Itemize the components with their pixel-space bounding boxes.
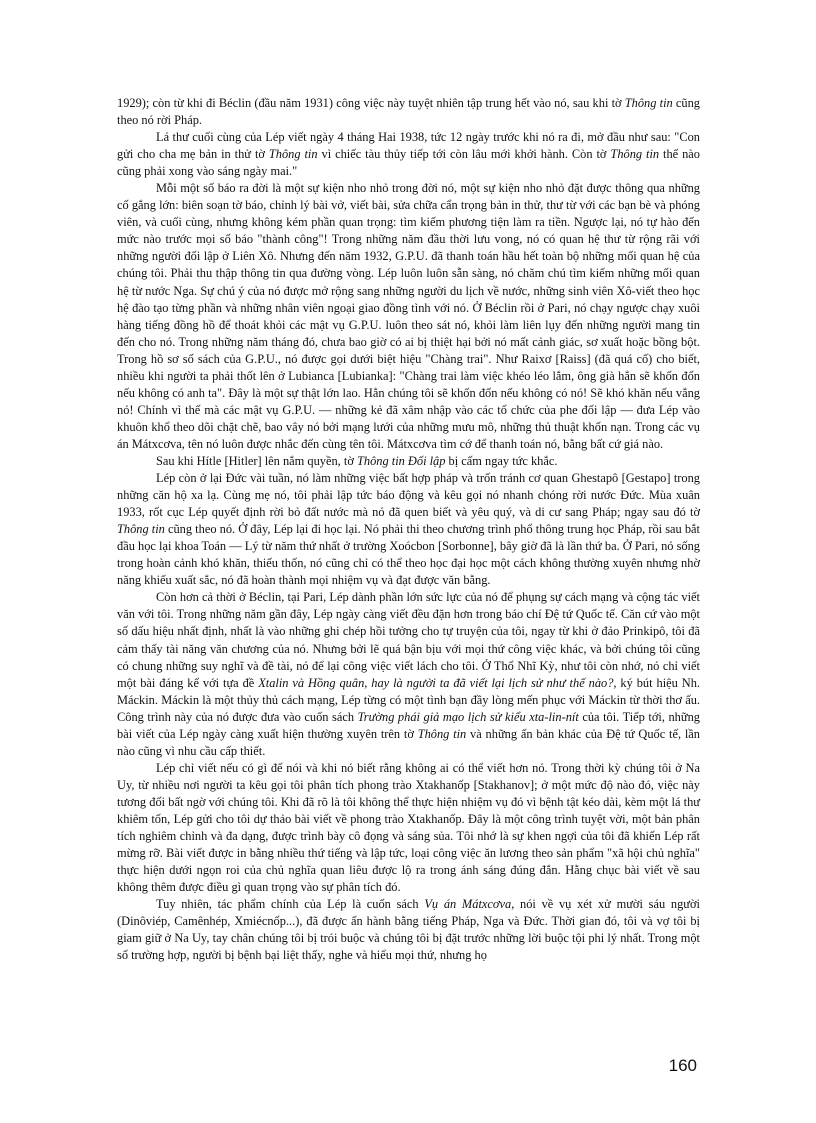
- italic-text: Trường phái giả mạo lịch sử kiểu xta-lin-nít: [357, 709, 579, 724]
- page-number: 160: [668, 1056, 697, 1075]
- paragraph: [117, 129, 700, 180]
- italic-text: Thông tin: [117, 522, 165, 537]
- text-run: Lép còn ở lại Đức vài tuần, nó làm những việc bất hợp pháp và trốn tránh cơ quan Ghestapô [Gestapo] trong những căn hộ xa lạ. Cùng mẹ nó, tôi phải lập tức báo động và kêu gọi nó nhanh chóng rời nước Đức. Mùa xuân 1933, rốt cục Lép quyết định rời bỏ đất nước mà nó đã quen biết và yêu quý, và di cư sang Pháp; ngay sau đó tờ: [117, 471, 700, 520]
- text-run: , nói về vụ xét xử mười sáu người (Dinôviép, Camênhép, Xmiécnốp...), đã được ấn hành bằng tiếng Pháp, Nga và Đức. Thời gian đó, tôi và vợ tôi bị giam giữ ở Na Uy, tay chân chúng tôi bị trói buộc và chúng tôi bị đặt trước những lời buộc tội phi lý nhất. Trong một số trường hợp, người bị bệnh bại liệt thấy, nghe và hiểu mọi thứ, nhưng họ: [117, 897, 700, 963]
- italic-text: Thông tin: [268, 147, 318, 162]
- text-run: Tuy nhiên, tác phẩm chính của Lép là cuốn sách: [156, 897, 425, 912]
- text-run: và những ấn bản khác của Đệ tứ Quốc tế, lần nào cũng vì nhu cầu cấp thiết.: [117, 726, 700, 758]
- paragraph: [117, 896, 700, 964]
- italic-text: Thông tin: [610, 147, 660, 162]
- paragraph: [117, 470, 700, 589]
- italic-text: Thông tin: [624, 96, 673, 110]
- text-run: Còn hơn cả thời ở Béclin, tại Pari, Lép dành phần lớn sức lực của nó để phụng sự cách mạng và cộng tác viết văn với tôi. Trong những năm gần đây, Lép ngày càng viết đều đặn hơn trong báo chí Đệ tứ Quốc tế. Căn cứ vào một số dấu hiệu nhất định, nhất là vào những ghi chép hồi tưởng cho tự truyện của tôi, ngay từ khi ở đảo Prinkipô, tôi đã cảm thấy tài năng văn chương của nó. Nhưng bởi lẽ quá bận bịu với mọi thứ công việc khác, và bởi chúng tôi cũng có chung những suy nghĩ và đề tài, nó để lại công việc viết lách cho tôi. Ở Thổ Nhĩ Kỳ, như tôi còn nhớ, nó chỉ viết một bài đáng kể với tựa đề: [117, 590, 700, 690]
- paragraph: [117, 453, 700, 470]
- text-run: Lá thư cuối cùng của Lép viết ngày 4 tháng Hai 1938, tức 12 ngày trước khi nó ra đi, mở đầu như sau: "Con gửi cho cha mẹ bản in thử tờ: [117, 130, 700, 162]
- text-run: vì chiếc tàu thủy tiếp tới còn lâu mới khởi hành. Còn tờ: [317, 147, 611, 162]
- text-run: Mỗi một số báo ra đời là một sự kiện nho nhỏ trong đời nó, một sự kiện nho nhỏ đặt được thông qua những cố gắng lớn: biên soạn tờ báo, chỉnh lý bài vở, viết bài, sửa chữa cẩn trọng bản in thử, thư từ với các bạn bè và phóng viên, và cuối cùng, nhưng không kém phần quan trọng: tìm kiếm phương tiện làm ra tiền. Ngược lại, nó tự hào đến mức nào trước mọi số báo "thành công"! Trong những năm đầu thời lưu vong, nó có quan hệ thư từ rộng rãi với những người đối lập ở Liên Xô. Nhưng đến năm 1932, G.P.U. đã thanh toán hầu hết toàn bộ những mối quan hệ của chúng tôi. Phải thu thập thông tin qua đường vòng. Lép luôn luôn sẵn sàng, nó chăm chú tìm kiếm những mối quan hệ từ nước Nga. Sự chú ý của nó được mở rộng sang những người du lịch về nước, những sinh viên Xô-viết theo học hệ đào tạo từng phần và những nhân viên ngoại giao đồng tình với nó. Ở Béclin rồi ở Pari, nó chạy ngược chạy xuôi hàng tiếng đồng hồ để thoát khỏi các mật vụ G.P.U. luôn theo sát nó, khỏi làm liên lụy đến những người mang tin đến cho nó. Trong những năm tháng đó, chưa bao giờ có ai bị thiệt hại bởi nó mất cảnh giác, sơ xuất hoặc bồng bột. Trong hồ sơ số sách của G.P.U., nó được gọi dưới biệt hiệu "Chàng trai". Như Raixơ [Raiss] (đã quá cố) cho biết, nhiều khi người ta phải thốt lên ở Lubianca [Lubianka]: "Chàng trai làm việc khéo léo lắm, ông già hẳn sẽ khốn đốn nếu không có anh ta". Đây là một sự thật lớn lao. Hẳn chúng tôi sẽ khốn đốn nếu không có nó! Sẽ khó khăn nếu vắng nó! Chính vì thế mà các mật vụ G.P.U. — những kẻ đã xâm nhập vào các tổ chức của phe đối lập — đưa Lép vào khuôn khổ theo dõi chặt chẽ, bao vây nó bởi mạng lưới của những mưu mô, những thủ thuật khốn nạn. Trong các vụ án Mátxcơva, tên nó luôn được nhắc đến cùng tên tôi. Mátxcơva tìm cớ để thanh toán nó, bằng bất cứ giá nào.: [117, 181, 700, 451]
- paragraph: [117, 589, 700, 759]
- text-run: của tôi. Tiếp tới, những bài viết của Lép ngày càng xuất hiện thường xuyên trên tờ: [117, 709, 700, 741]
- text-run: cũng theo nó. Ở đây, Lép lại đi học lại. Nó phải thi theo chương trình phổ thông trung học Pháp, rồi sau bắt đầu học lại khoa Toán — Lý từ năm thứ nhất ở trường Xoócbon [Sorbonne], bây giờ đã là lần thứ ba. Ở Pari, nó sống trong hoàn cảnh khó khăn, thiếu thốn, nó cũng chỉ có thể theo học đại học một cách không thường xuyên nhưng nhờ năng khiếu xuất sắc, nó đã hoàn thành mọi nhiệm vụ và đạt được văn bằng.: [117, 522, 700, 588]
- paragraph: [117, 95, 700, 129]
- paragraph: [117, 180, 700, 453]
- text-run: thế nào cũng phải xong vào sáng ngày mai.": [117, 147, 700, 179]
- text-run: bị cấm ngay tức khắc.: [445, 453, 558, 468]
- italic-text: Vụ án Mátxcơva: [424, 897, 512, 912]
- text-run: Lép chỉ viết nếu có gì để nói và khi nó biết rằng không ai có thể viết hơn nó. Trong thời kỳ chúng tôi ở Na Uy, từ nhiều nơi người ta kêu gọi tôi phân tích phong trào Xtakhanốp [Stakhanov]; ở một mức độ nào đó, việc này tương đối bất ngờ với chúng tôi. Khi đã rõ là tôi không thể thực hiện nhiệm vụ đó vì bệnh tật kéo dài, kèm một lá thư khiêm tốn, Lép gửi cho tôi dự thảo bài viết về phong trào Xtakhanốp. Đây là một công trình tuyệt vời, một bản phân tích nghiêm chỉnh và đa dạng, được trình bày cô đọng và sáng sủa. Tôi nhớ là sự khen ngợi của tôi đã khiến Lép rất mừng rỡ. Bài viết được in bằng nhiều thứ tiếng và lập tức, loại công việc ăn lương theo sản phẩm "xã hội chủ nghĩa" thực hiện dưới ngọn roi của chủ nghĩa quan liêu được lộ ra trong ánh sáng đúng đắn. Hằng chục bài viết về sau không thêm được điều gì quan trọng vào sự phân tích đó.: [117, 760, 700, 895]
- paragraph: [117, 760, 700, 896]
- italic-text: Thông tin Đối lập: [356, 453, 446, 468]
- body-text: [117, 95, 700, 964]
- text-run: cũng theo nó rời Pháp.: [117, 96, 700, 128]
- text-run: Sau khi Hítle [Hitler] lên nắm quyền, tờ: [156, 453, 357, 468]
- text-run: 1929); còn từ khi đi Béclin (đầu năm 1931) công việc này tuyệt nhiên tập trung hết vào nó, sau khi tờ: [117, 96, 625, 110]
- italic-text: Xtalin và Hồng quân, hay là người ta đã viết lại lịch sử như thế nào?: [258, 675, 614, 690]
- text-run: , ký bút hiệu Nh. Máckin. Máckin là một thủy thủ cách mạng, Lép từng có một tình bạn đầy lòng mến phục với Máckin từ thời thơ ấu. Công trình này của nó được đưa vào cuốn sách: [117, 675, 700, 724]
- italic-text: Thông tin: [417, 726, 467, 741]
